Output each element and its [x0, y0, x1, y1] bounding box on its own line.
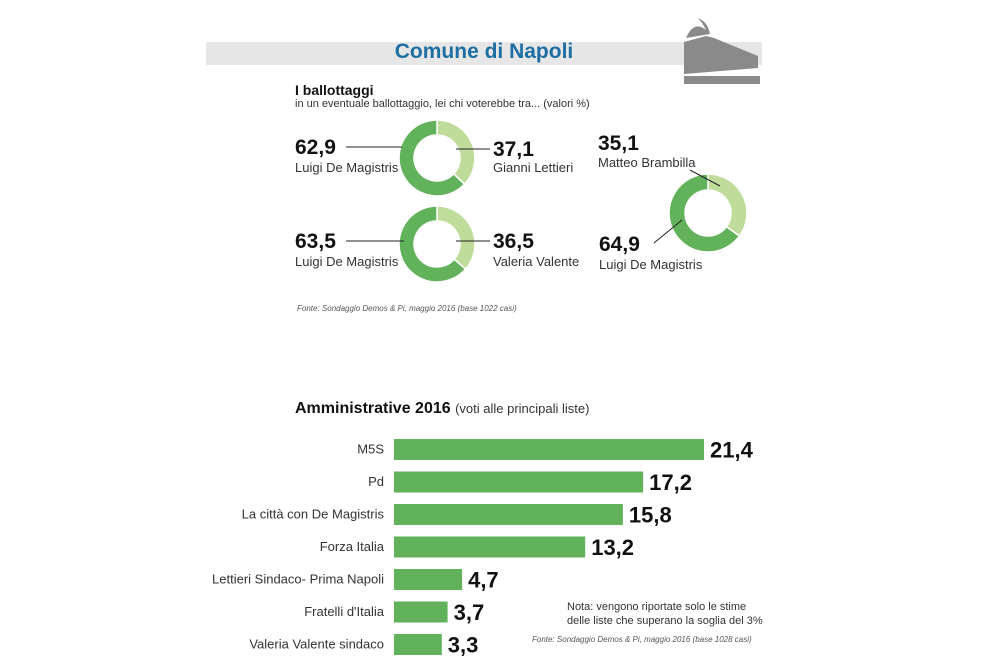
- donut2-left-name: Luigi De Magistris: [295, 254, 399, 269]
- bar: [394, 537, 585, 558]
- bar-value-label: 21,4: [710, 437, 753, 463]
- bar-category-label: Forza Italia: [319, 539, 384, 554]
- admin-note-line1: Nota: vengono riportate solo le stime: [567, 601, 747, 613]
- bar-category-label: Valeria Valente sindaco: [249, 636, 384, 652]
- bar: [394, 602, 448, 623]
- admin-source: Fonte: Sondaggio Demos & Pi, maggio 2016 (base 1028 casi): [532, 635, 752, 644]
- admin-title-text: Amministrative 2016: [295, 400, 451, 417]
- admin-note: [567, 600, 797, 628]
- bar-value-label: 3,7: [453, 600, 485, 625]
- bar: [394, 439, 704, 460]
- bar-value-label: 15,8: [628, 502, 672, 528]
- ballottaggi-title: I ballottaggi: [295, 82, 374, 98]
- bar-category-label: M5S: [357, 441, 384, 457]
- bar-value-label: 4,7: [468, 567, 499, 593]
- donut3-bottom-name: Luigi De Magistris: [599, 257, 703, 272]
- bar-category-label: La città con De Magistris: [241, 506, 384, 522]
- bar-category-label: Fratelli d'Italia: [304, 604, 384, 619]
- bar: [394, 472, 643, 493]
- donut1-right-value: 37,1: [493, 138, 534, 161]
- donut3-top-name: Matteo Brambilla: [598, 155, 696, 170]
- donut2-left-value: 63,5: [295, 230, 336, 253]
- donut3-top-value: 35,1: [598, 132, 639, 155]
- donut1-left-name: Luigi De Magistris: [295, 160, 399, 175]
- donut1-right-name: Gianni Lettieri: [493, 160, 574, 175]
- bar-value-label: 17,2: [649, 470, 692, 495]
- ballottaggi-subtitle: in un eventuale ballottaggio, lei chi voterebbe tra... (valori %): [295, 98, 590, 110]
- bar-value-label: 3,3: [447, 632, 479, 658]
- admin-subtitle: (voti alle principali liste): [455, 401, 590, 416]
- donut3-bottom-value: 64,9: [599, 233, 640, 256]
- admin-note-line2: delle liste che superano la soglia del 3%: [567, 615, 763, 627]
- bar: [394, 569, 462, 590]
- ballottaggi-source: Fonte: Sondaggio Demos & Pi, maggio 2016 (base 1022 casi): [297, 304, 517, 313]
- page-title: Comune di Napoli: [394, 40, 574, 63]
- bar-category-label: Pd: [368, 474, 384, 489]
- bar: [394, 504, 623, 525]
- donut2-right-name: Valeria Valente: [493, 254, 580, 269]
- donut1-left-value: 62,9: [295, 136, 336, 159]
- bar-category-label: Lettieri Sindaco- Prima Napoli: [212, 571, 384, 587]
- donut2-right-value: 36,5: [493, 230, 534, 253]
- bar-value-label: 13,2: [591, 535, 635, 560]
- bar: [394, 634, 442, 655]
